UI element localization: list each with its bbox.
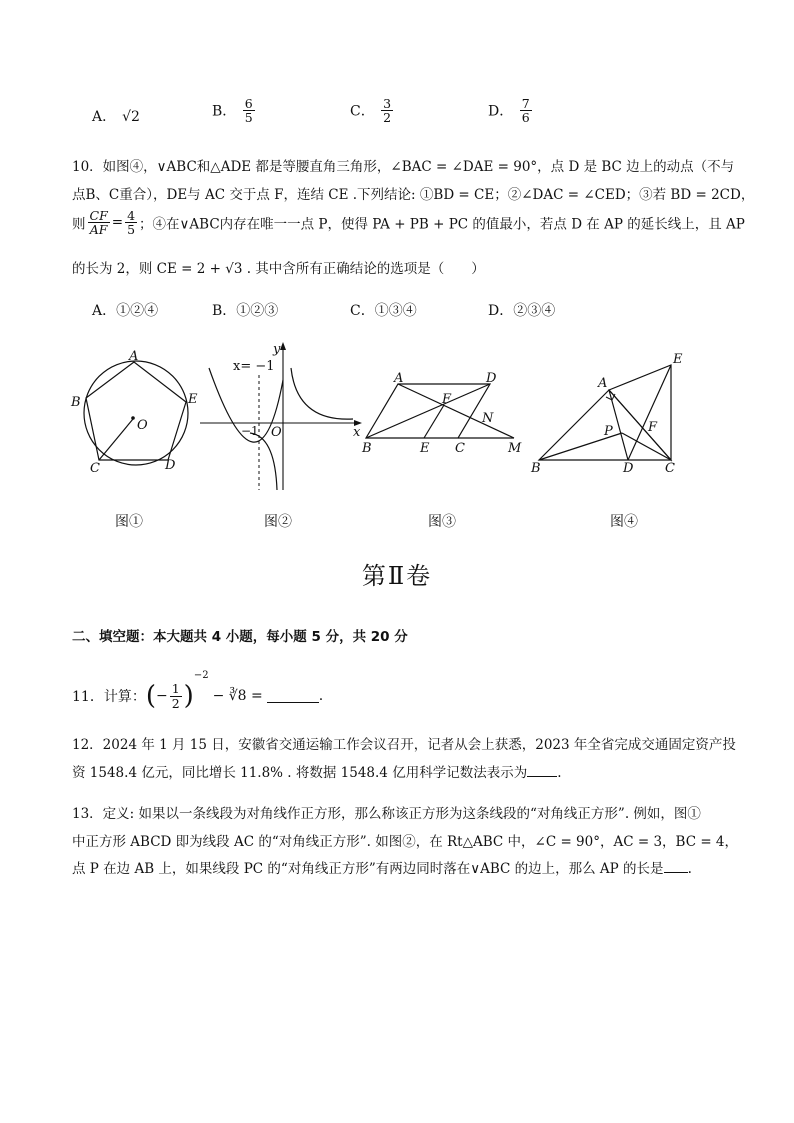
q10-option-a: A．①②④ xyxy=(92,303,159,319)
fig4-label-p: P xyxy=(604,424,613,439)
q13-line-2: 中正方形 ABCD 即为线段 AC 的“对角线正方形”. 如图②，在 Rt△ABC 中，∠C = 90°，AC = 3，BC = 4， xyxy=(72,834,739,850)
q10-option-c: C．①③④ xyxy=(350,303,417,319)
q12-line-2: 资 1548.4 亿元，同比增长 11.8% . 将数据 1548.4 亿用科学记数法表示为 . xyxy=(72,765,562,781)
fig3-label-f: F xyxy=(442,392,452,407)
q10-option-d: D．②③④ xyxy=(488,303,556,319)
figure-3-caption: 图③ xyxy=(428,514,456,530)
fig4-label-a: A xyxy=(598,376,608,391)
part2-heading: 二、填空题：本大题共 4 小题，每小题 5 分，共 20 分 xyxy=(72,629,408,645)
q13-answer-blank[interactable] xyxy=(664,860,688,873)
q12-answer-blank[interactable] xyxy=(527,764,557,777)
fig2-label-x: x xyxy=(353,425,361,440)
fig4-label-f: F xyxy=(648,420,658,435)
q10-line-3: 则 $\frac{CF}{AF}$ = $\frac{4}{5}$ ；④在∨ABC内存在唯一一点 P，使得 PA + PB + PC 的值最小，若点 D 在 AP 的延长线上，且 AP xyxy=(72,208,745,238)
figure-3-parallelogram xyxy=(358,370,528,460)
q12-line-1: 12．2024 年 1 月 15 日，安徽省交通运输工作会议召开，记者从会上获悉，2023 年全省完成交通固定资产投 xyxy=(72,737,736,753)
fig1-label-d: D xyxy=(165,458,176,473)
q13-line-1: 13．定义: 如果以一条线段为对角线作正方形，那么称该正方形为这条线段的“对角线正方形”. 例如，图① xyxy=(72,806,701,822)
fig3-label-e: E xyxy=(420,441,430,456)
figure-1-caption: 图① xyxy=(115,514,143,530)
figure-2-graph xyxy=(195,340,370,495)
figure-1-pentagon xyxy=(66,345,206,475)
fig4-label-d: D xyxy=(623,461,634,475)
fig1-label-a: A xyxy=(129,349,139,364)
fig1-label-b: B xyxy=(71,395,81,410)
q13-line-3: 点 P 在边 AB 上，如果线段 PC 的“对角线正方形”有两边同时落在∨ABC 的边上，那么 AP 的长是 . xyxy=(72,861,692,877)
q10-line-4: 的长为 2，则 CE = 2 + √3 . 其中含所有正确结论的选项是（ ） xyxy=(72,261,485,277)
q10-line-2: 点B、C重合），DE与 AC 交于点 F，连结 CE .下列结论: ①BD = CE；②∠DAC = ∠CED；③若 BD = 2CD， xyxy=(72,187,755,203)
q9-option-c: C． $\frac{3}{2}$ xyxy=(350,96,392,126)
q10-line-1: 10．如图④，∨ABC和△ADE 都是等腰直角三角形，∠BAC = ∠DAE = 90°，点 D 是 BC 边上的动点（不与 xyxy=(72,159,735,175)
fig1-label-o: O xyxy=(137,418,148,433)
fig4-label-c: C xyxy=(665,461,675,475)
q10-option-b: B．①②③ xyxy=(212,303,279,319)
q11-answer-blank[interactable] xyxy=(267,690,319,703)
fig3-label-c: C xyxy=(455,441,465,456)
fig3-label-d: D xyxy=(486,371,497,386)
section-title: 第Ⅱ卷 xyxy=(361,562,433,590)
fig1-label-c: C xyxy=(90,461,100,475)
fig4-label-b: B xyxy=(531,461,541,475)
fig3-label-a: A xyxy=(394,371,404,386)
fig3-label-b: B xyxy=(362,441,372,456)
figure-2-caption: 图② xyxy=(264,514,292,530)
q9-option-a: A． √2 xyxy=(92,109,140,125)
fig2-label-o: O xyxy=(271,425,282,440)
q11: 11．计算：(− $\frac{1}{2}$ )$^{-2}$− ∛8 = . xyxy=(72,670,324,711)
figure-4-triangles xyxy=(528,345,693,475)
q9-option-d: D． $\frac{7}{6}$ xyxy=(488,96,530,126)
fig4-label-e: E xyxy=(673,352,683,367)
fig2-label-x-eq: x= −1 xyxy=(233,359,275,374)
fig3-label-m: M xyxy=(508,441,522,456)
fig3-label-n: N xyxy=(482,411,494,426)
q9-option-b: B． $\frac{6}{5}$ xyxy=(212,96,253,126)
fig2-label-y: y xyxy=(273,342,281,357)
figure-4-caption: 图④ xyxy=(610,514,638,530)
fig1-label-e: E xyxy=(188,392,198,407)
fig2-label-neg1: −1 xyxy=(241,424,259,438)
